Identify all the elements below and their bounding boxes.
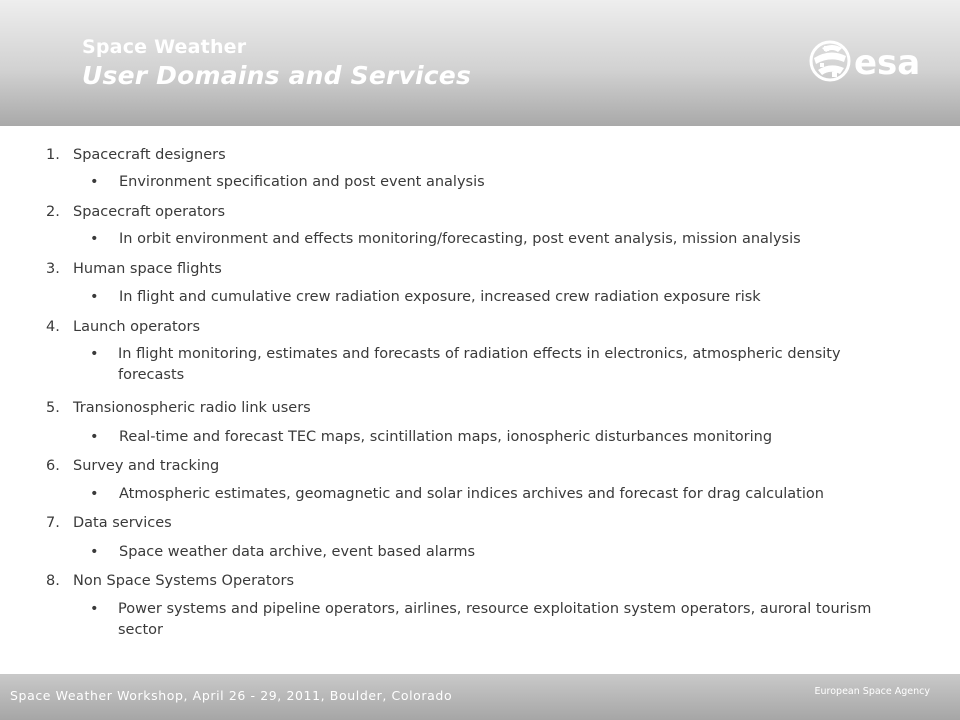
item-number: 1. <box>46 147 60 163</box>
list-item <box>46 202 926 222</box>
item-number: 5. <box>46 400 60 416</box>
slide-subtitle: User Domains and Services <box>82 61 472 90</box>
esa-logo <box>808 36 940 88</box>
bullet-icon: • <box>90 601 99 617</box>
item-label: Launch operators <box>73 319 201 335</box>
list-item-detail <box>90 172 910 193</box>
item-detail: Power systems and pipeline operators, airlines, resource exploitation system operators, auroral tourism sector <box>118 601 872 638</box>
list-item <box>46 571 926 591</box>
list-item-detail <box>90 287 910 308</box>
bullet-icon: • <box>90 231 99 247</box>
item-number: 7. <box>46 515 60 531</box>
slide-title: Space Weather <box>82 36 247 58</box>
list-item-detail <box>90 484 910 505</box>
bullet-icon: • <box>90 174 99 190</box>
slide-body <box>0 126 960 674</box>
list-item <box>46 317 926 337</box>
bullet-icon: • <box>90 429 99 445</box>
item-number: 2. <box>46 204 60 220</box>
list-item-detail <box>90 229 910 250</box>
item-detail: Real-time and forecast TEC maps, scintillation maps, ionospheric disturbances monitoring <box>119 429 773 445</box>
item-label: Non Space Systems Operators <box>73 573 295 589</box>
slide-footer <box>0 674 960 720</box>
item-number: 6. <box>46 458 60 474</box>
item-label: Human space flights <box>73 261 222 277</box>
item-number: 4. <box>46 319 60 335</box>
list-item <box>46 145 926 165</box>
item-detail: In flight and cumulative crew radiation exposure, increased crew radiation exposure risk <box>119 289 761 305</box>
bullet-icon: • <box>90 346 99 362</box>
item-detail: Space weather data archive, event based alarms <box>119 544 476 560</box>
item-detail: Atmospheric estimates, geomagnetic and solar indices archives and forecast for drag calculation <box>119 486 824 502</box>
item-label: Spacecraft designers <box>73 147 226 163</box>
item-detail: Environment specification and post event analysis <box>119 174 485 190</box>
esa-logo-text: esa <box>854 43 921 83</box>
list-item <box>46 398 926 418</box>
bullet-icon: • <box>90 486 99 502</box>
list-item-detail <box>90 344 870 386</box>
footer-event: Space Weather Workshop, April 26 - 29, 2011, Boulder, Colorado <box>10 688 453 703</box>
footer-agency: European Space Agency <box>814 686 930 697</box>
item-number: 8. <box>46 573 60 589</box>
item-number: 3. <box>46 261 60 277</box>
list-item <box>46 259 926 279</box>
list-item <box>46 513 926 533</box>
item-detail: In flight monitoring, estimates and forecasts of radiation effects in electronics, atmospheric density forecasts <box>118 346 841 383</box>
list-item-detail <box>90 427 910 448</box>
bullet-icon: • <box>90 289 99 305</box>
bullet-icon: • <box>90 544 99 560</box>
list-item <box>46 456 926 476</box>
item-label: Survey and tracking <box>73 458 220 474</box>
list-item-detail <box>90 599 880 641</box>
item-label: Transionospheric radio link users <box>73 400 311 416</box>
item-label: Data services <box>73 515 172 531</box>
item-detail: In orbit environment and effects monitoring/forecasting, post event analysis, mission analysis <box>119 231 801 247</box>
list-item-detail <box>90 542 910 563</box>
item-label: Spacecraft operators <box>73 204 226 220</box>
slide-header <box>0 0 960 126</box>
